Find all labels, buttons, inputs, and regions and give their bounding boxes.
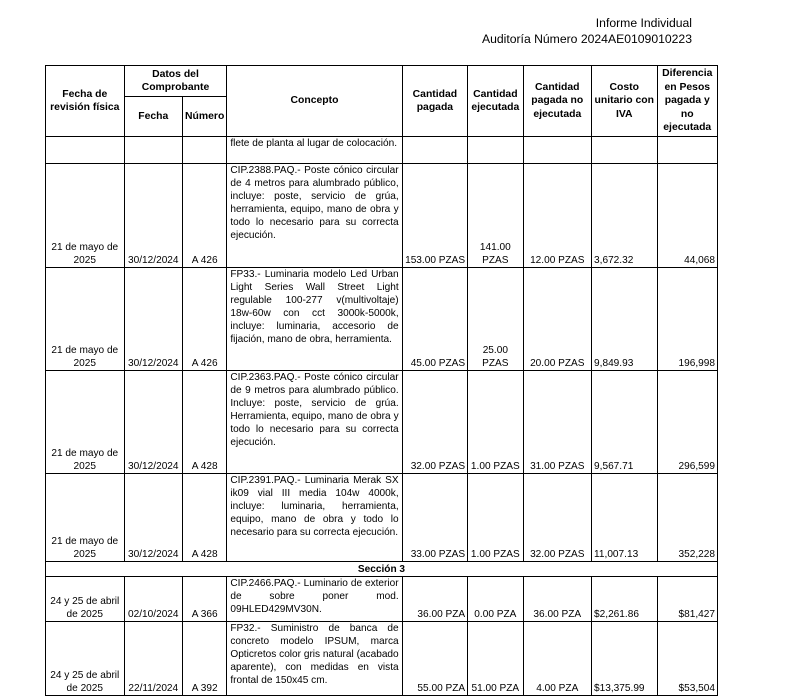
col-header-cantidad-no-ejecutada: Cantidad pagada no ejecutada: [523, 66, 592, 137]
cell-costo: [592, 137, 657, 164]
cell-costo: 11,007.13: [592, 474, 657, 562]
cell-revision: 21 de mayo de 2025: [46, 474, 125, 562]
table-row: [46, 371, 718, 474]
section-label: Sección 3: [46, 562, 718, 577]
cell-ejecutada: 141.00 PZAS: [468, 164, 523, 268]
cell-costo: 9,567.71: [592, 371, 657, 474]
audit-table: [45, 65, 718, 696]
cell-revision: 21 de mayo de 2025: [46, 164, 125, 268]
cell-numero: A 366: [183, 577, 227, 622]
col-header-concepto: Concepto: [227, 66, 402, 137]
cell-diferencia: 296,599: [657, 371, 717, 474]
cell-fecha: 02/10/2024: [124, 577, 182, 622]
cell-pagada: 55.00 PZA: [402, 622, 467, 696]
audit-number: Auditoría Número 2024AE0109010223: [481, 32, 692, 46]
cell-ejecutada: 25.00 PZAS: [468, 268, 523, 371]
cell-costo: $13,375.99: [592, 622, 657, 696]
cell-fecha: 30/12/2024: [124, 474, 182, 562]
cell-fecha: 22/11/2024: [124, 622, 182, 696]
cell-no-ejecutada: 32.00 PZAS: [523, 474, 592, 562]
col-header-fecha: Fecha: [124, 97, 182, 137]
cell-revision: [46, 137, 125, 164]
cell-pagada: 32.00 PZAS: [402, 371, 467, 474]
cell-pagada: 153.00 PZAS: [402, 164, 467, 268]
cell-numero: A 428: [183, 474, 227, 562]
cell-numero: A 392: [183, 622, 227, 696]
cell-costo: 3,672.32: [592, 164, 657, 268]
cell-ejecutada: 0.00 PZA: [468, 577, 523, 622]
cell-diferencia: 352,228: [657, 474, 717, 562]
cell-concepto: flete de planta al lugar de colocación.: [227, 137, 402, 164]
cell-diferencia: 196,998: [657, 268, 717, 371]
table-row: [46, 577, 718, 622]
table-row: [46, 137, 718, 164]
cell-pagada: [402, 137, 467, 164]
cell-fecha: 30/12/2024: [124, 268, 182, 371]
cell-diferencia: $53,504: [657, 622, 717, 696]
col-header-diferencia: Diferencia en Pesos pagada y no ejecutada: [657, 66, 717, 137]
cell-pagada: 45.00 PZAS: [402, 268, 467, 371]
cell-pagada: 36.00 PZA: [402, 577, 467, 622]
report-title: Informe Individual: [595, 16, 692, 30]
cell-numero: A 426: [183, 164, 227, 268]
col-header-cantidad-ejecutada: Cantidad ejecutada: [468, 66, 523, 137]
cell-diferencia: 44,068: [657, 164, 717, 268]
cell-fecha: 30/12/2024: [124, 164, 182, 268]
cell-revision: 21 de mayo de 2025: [46, 268, 125, 371]
cell-revision: 24 y 25 de abril de 2025: [46, 622, 125, 696]
cell-no-ejecutada: [523, 137, 592, 164]
cell-diferencia: [657, 137, 717, 164]
cell-concepto: CIP.2388.PAQ.- Poste cónico circular de 4 metros para alumbrado público, incluye: poste, servicio de grúa, herramienta, equipo, mano de obra y todo lo necesario para su correcta ejecución.: [227, 164, 402, 268]
cell-ejecutada: [468, 137, 523, 164]
col-header-fecha-revision: Fecha de revisión física: [46, 66, 125, 137]
cell-no-ejecutada: 36.00 PZA: [523, 577, 592, 622]
cell-concepto: FP32.- Suministro de banca de concreto modelo IPSUM, marca Opticretos color gris natural (acabado aparente), con medidas en vista frontal de 150x45 cm.: [227, 622, 402, 696]
col-header-cantidad-pagada: Cantidad pagada: [402, 66, 467, 137]
cell-concepto: CIP.2391.PAQ.- Luminaria Merak SX ik09 vial III media 104w 4000k, incluye: luminaria, herramienta, equipo, mano de obra y todo lo necesario para su correcta ejecución.: [227, 474, 402, 562]
cell-diferencia: $81,427: [657, 577, 717, 622]
table-row: [46, 474, 718, 562]
cell-pagada: 33.00 PZAS: [402, 474, 467, 562]
cell-costo: 9,849.93: [592, 268, 657, 371]
cell-no-ejecutada: 4.00 PZA: [523, 622, 592, 696]
cell-no-ejecutada: 31.00 PZAS: [523, 371, 592, 474]
cell-no-ejecutada: 20.00 PZAS: [523, 268, 592, 371]
cell-fecha: 30/12/2024: [124, 371, 182, 474]
cell-fecha: [124, 137, 182, 164]
cell-numero: [183, 137, 227, 164]
cell-revision: 24 y 25 de abril de 2025: [46, 577, 125, 622]
cell-ejecutada: 1.00 PZAS: [468, 371, 523, 474]
report-header: [482, 15, 692, 47]
cell-concepto: FP33.- Luminaria modelo Led Urban Light Series Wall Street Light regulable 100-277 v(multivoltaje) 18w-60w con cct 3000k-5000k, incluye: luminaria, accesorio de fijación, mano de obra, herramienta.: [227, 268, 402, 371]
cell-ejecutada: 1.00 PZAS: [468, 474, 523, 562]
table-row: [46, 622, 718, 696]
table-row: [46, 164, 718, 268]
table-row: [46, 268, 718, 371]
section-row: [46, 562, 718, 577]
col-header-datos-comprobante: Datos del Comprobante: [124, 66, 227, 97]
cell-ejecutada: 51.00 PZA: [468, 622, 523, 696]
cell-concepto: CIP.2466.PAQ.- Luminario de exterior de sobre poner mod. 09HLED429MV30N.: [227, 577, 402, 622]
col-header-costo-unitario: Costo unitario con IVA: [592, 66, 657, 137]
cell-concepto: CIP.2363.PAQ.- Poste cónico circular de 9 metros para alumbrado público. Incluye: poste, servicio de grúa. Herramienta, equipo, mano de obra y todo lo necesario para su correcta ejecución.: [227, 371, 402, 474]
col-header-numero: Número: [183, 97, 227, 137]
cell-no-ejecutada: 12.00 PZAS: [523, 164, 592, 268]
cell-costo: $2,261.86: [592, 577, 657, 622]
cell-numero: A 428: [183, 371, 227, 474]
cell-revision: 21 de mayo de 2025: [46, 371, 125, 474]
cell-numero: A 426: [183, 268, 227, 371]
